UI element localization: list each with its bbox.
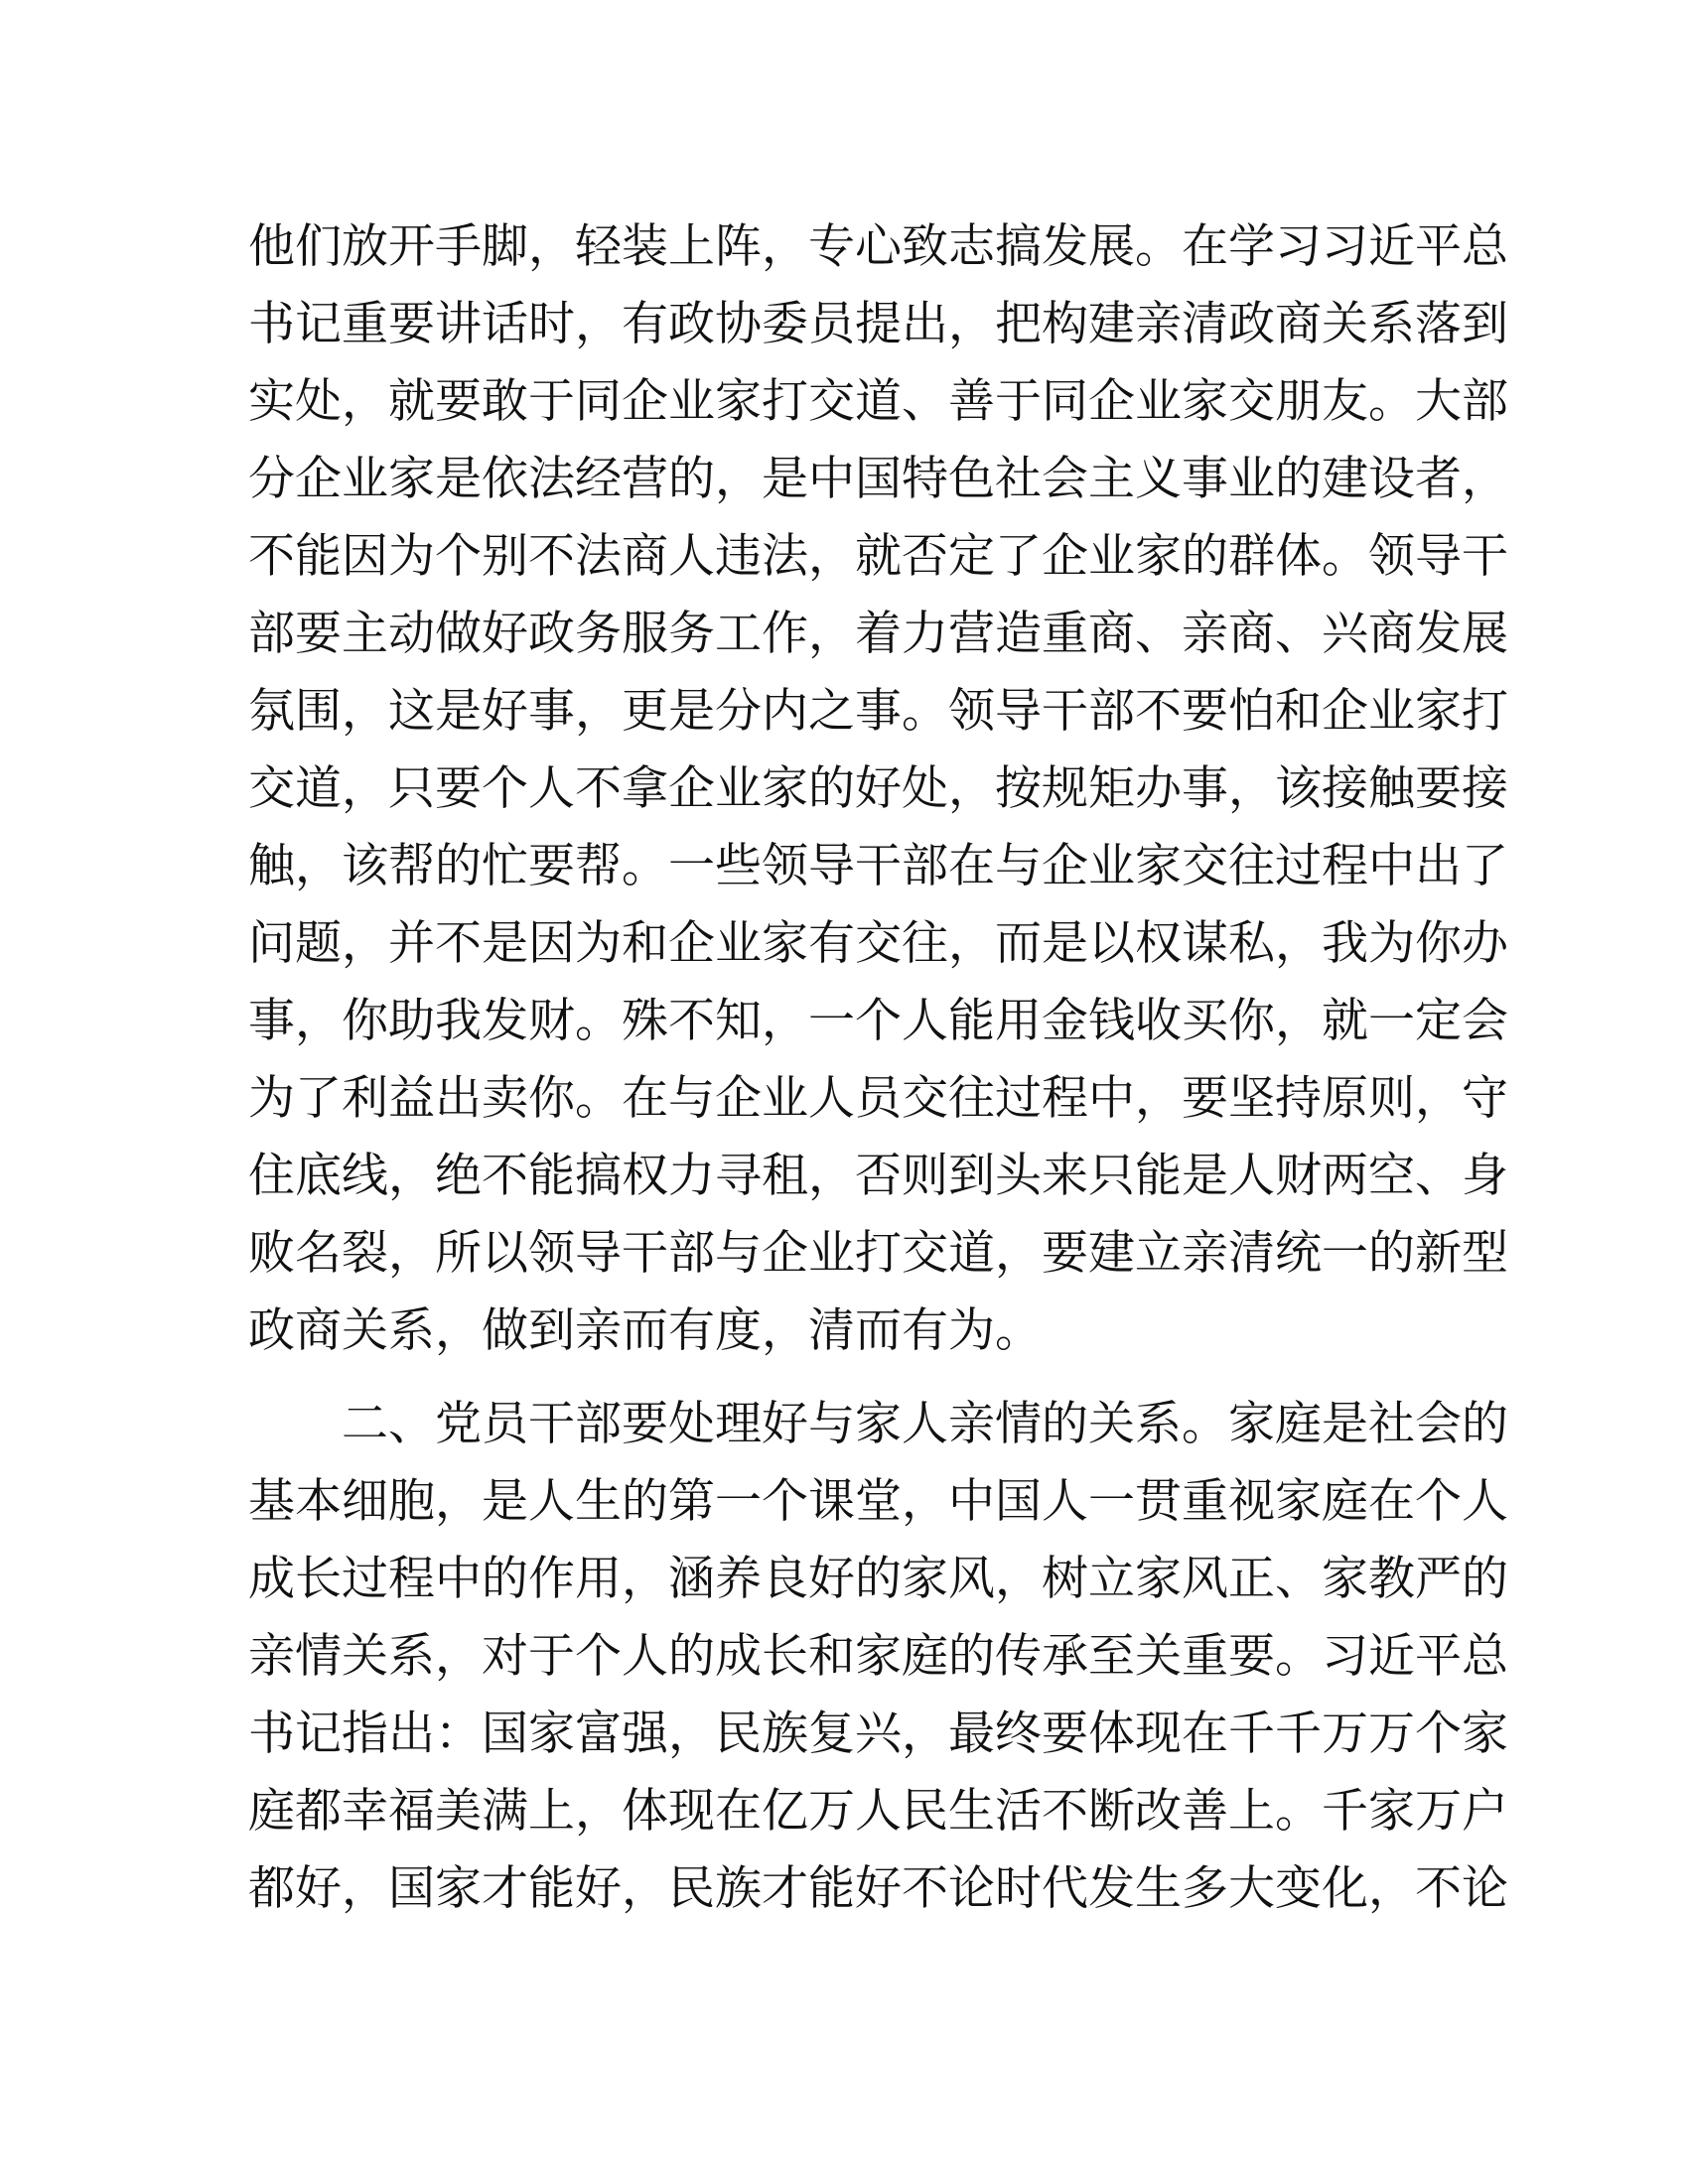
text-line: 事，你助我发财。殊不知，一个人能用金钱收买你，就一定会 — [248, 994, 1508, 1048]
text-line: 败名裂，所以领导干部与企业打交道，要建立亲清统一的新型 — [248, 1226, 1508, 1281]
text-line: 庭都幸福美满上，体现在亿万人民生活不断改善上。千家万户 — [248, 1784, 1508, 1839]
text-line: 亲情关系，对于个人的成长和家庭的传承至关重要。习近平总 — [248, 1629, 1508, 1684]
text-line: 基本细胞，是人生的第一个课堂，中国人一贯重视家庭在个人 — [248, 1474, 1508, 1529]
text-line: 不能因为个别不法商人违法，就否定了企业家的群体。领导干 — [248, 529, 1508, 584]
text-line: 触，该帮的忙要帮。一些领导干部在与企业家交往过程中出了 — [248, 839, 1508, 893]
text-line: 二、党员干部要处理好与家人亲情的关系。家庭是社会的 — [248, 1397, 1508, 1451]
text-line: 他们放开手脚，轻装上阵，专心致志搞发展。在学习习近平总 — [248, 219, 1508, 274]
paragraph-1 — [248, 208, 1508, 1370]
text-line: 成长过程中的作用，涵养良好的家风，树立家风正、家教严的 — [248, 1552, 1508, 1606]
text-line: 实处，就要敢于同企业家打交道、善于同企业家交朋友。大部 — [248, 374, 1508, 429]
text-line: 政商关系，做到亲而有度，清而有为。 — [248, 1303, 1042, 1358]
text-line: 住底线，绝不能搞权力寻租，否则到头来只能是人财两空、身 — [248, 1149, 1508, 1203]
paragraph-2 — [248, 1386, 1508, 1928]
body-text — [248, 208, 1508, 1928]
text-line: 书记重要讲话时，有政协委员提出，把构建亲清政商关系落到 — [248, 297, 1508, 351]
text-line: 都好，国家才能好，民族才能好不论时代发生多大变化，不论 — [248, 1861, 1508, 1916]
text-line: 部要主动做好政务服务工作，着力营造重商、亲商、兴商发展 — [248, 607, 1508, 661]
text-line: 交道，只要个人不拿企业家的好处，按规矩办事，该接触要接 — [248, 761, 1508, 816]
text-line: 问题，并不是因为和企业家有交往，而是以权谋私，我为你办 — [248, 916, 1508, 971]
text-line: 为了利益出卖你。在与企业人员交往过程中，要坚持原则，守 — [248, 1071, 1508, 1126]
text-line: 分企业家是依法经营的，是中国特色社会主义事业的建设者， — [248, 452, 1508, 506]
paragraph-gap — [248, 1370, 1440, 1386]
text-line: 氛围，这是好事，更是分内之事。领导干部不要怕和企业家打 — [248, 684, 1508, 739]
text-line: 书记指出：国家富强，民族复兴，最终要体现在千千万万个家 — [248, 1706, 1508, 1761]
